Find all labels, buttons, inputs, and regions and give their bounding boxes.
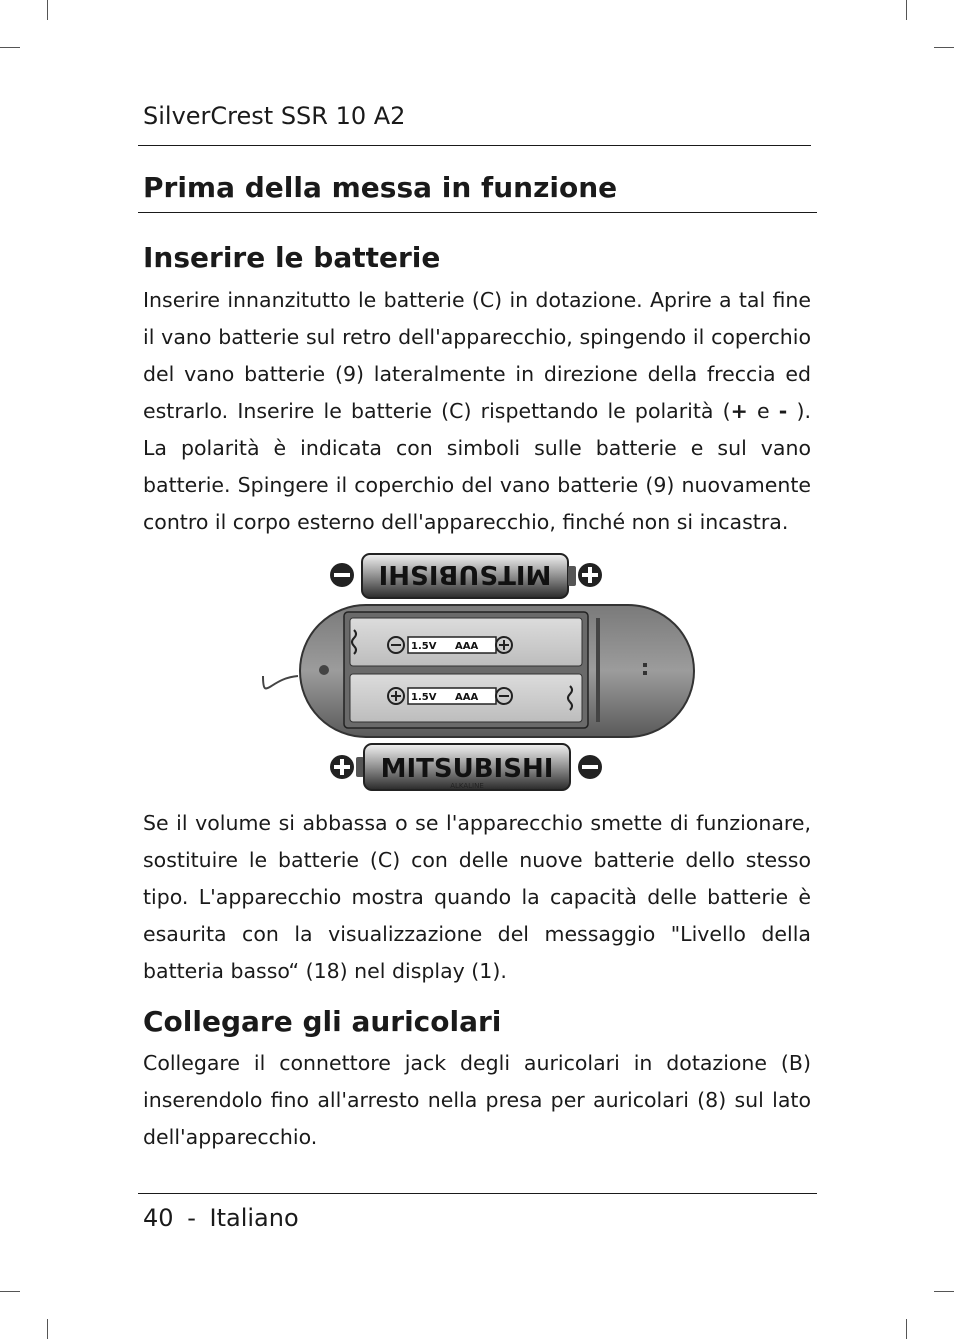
crop-mark xyxy=(0,47,20,48)
crop-mark xyxy=(934,1291,954,1292)
slot1-voltage: 1.5V xyxy=(411,641,437,652)
conjunction: e xyxy=(747,399,779,423)
crop-mark xyxy=(47,1319,48,1339)
batteries-text-start: Inserire innanzitutto le batterie (C) in dotazione. Aprire a tal fine il vano batterie sul retro dell'apparecchio, spingendo il coperchio del vano batterie (9) lateralmente in direzione della freccia ed estrarlo. Inserire le batterie (C) rispettando le polarità ( xyxy=(143,288,811,423)
battery-top xyxy=(330,554,602,598)
crop-mark xyxy=(934,47,954,48)
device-shell xyxy=(263,605,694,737)
headphones-paragraph: Collegare il connettore jack degli auricolari in dotazione (B) inserendolo fino all'arresto nella presa per auricolari (8) sul lato dell'apparecchio. xyxy=(143,1051,811,1149)
plus-symbol: + xyxy=(730,399,748,423)
section-title: Prima della messa in funzione xyxy=(143,171,618,204)
battery-top-brand: MITSUBISHI xyxy=(378,559,552,589)
slot2-voltage: 1.5V xyxy=(411,692,437,703)
batteries-heading: Inserire le batterie xyxy=(143,241,441,274)
battery-bottom xyxy=(330,744,602,790)
battery-compartment-illustration xyxy=(258,548,698,796)
footer-rule xyxy=(138,1193,817,1194)
footer-separator: - xyxy=(187,1204,196,1232)
minus-symbol: - xyxy=(778,399,788,423)
batteries-text-end: ). La polarità è indicata con simboli sulle batterie e sul vano batterie. Spingere il coperchio del vano batterie (9) nuovamente contro il corpo esterno dell'apparecchio, finché non si incastra. xyxy=(143,399,811,534)
footer-language: Italiano xyxy=(209,1204,299,1232)
crop-mark xyxy=(906,1319,907,1339)
crop-mark xyxy=(47,0,48,20)
battery-bottom-sub: ALKALINE xyxy=(450,782,484,790)
page-number: 40 xyxy=(143,1204,174,1232)
headphones-heading: Collegare gli auricolari xyxy=(143,1005,502,1038)
slot1-type: AAA xyxy=(455,641,479,652)
crop-mark xyxy=(0,1291,20,1292)
low-battery-paragraph: Se il volume si abbassa o se l'apparecchio smette di funzionare, sostituire le batterie (C) con delle nuove batterie dello stesso tipo. L'apparecchio mostra quando la capacità delle batterie è esaurita con la visualizzazione del messaggio "Livello della batteria basso“ (18) nel display (1). xyxy=(143,811,811,983)
running-header: SilverCrest SSR 10 A2 xyxy=(143,102,406,130)
slot2-type: AAA xyxy=(455,692,479,703)
batteries-paragraph xyxy=(143,282,811,541)
battery-bottom-brand: MITSUBISHI xyxy=(380,754,554,784)
crop-mark xyxy=(906,0,907,20)
page-footer xyxy=(143,1201,299,1235)
section-rule xyxy=(138,212,817,213)
header-rule xyxy=(138,145,811,146)
